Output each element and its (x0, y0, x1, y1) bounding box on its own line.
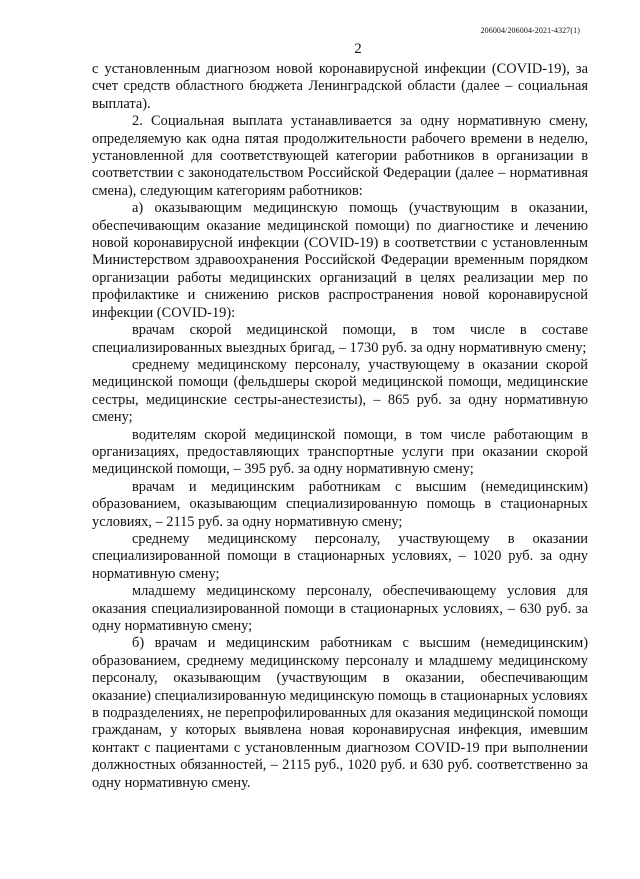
paragraph-ambulance-doctors: врачам скорой медицинской помощи, в том числе в составе специализированных выездных бригад, – 1730 руб. за одну нормативную смену; (92, 322, 588, 356)
paragraph-inpatient-nurses: среднему медицинскому персоналу, участвующему в оказании специализированной помощи в стационарных условиях, – 1020 руб. за одну нормативную смену; (92, 530, 588, 582)
paragraph-inpatient-doctors: врачам и медицинским работникам с высшим (немедицинским) образованием, оказывающим специализированную помощь в стационарных условиях, – 2115 руб. за одну нормативную смену; (92, 478, 588, 530)
paragraph-ambulance-drivers: водителям скорой медицинской помощи, в том числе работающим в организациях, предоставляющих транспортные услуги при оказании скорой медицинской помощи, – 395 руб. за одну нормативную смену; (92, 426, 588, 478)
paragraph-clause-2: 2. Социальная выплата устанавливается за одну нормативную смену, определяемую как одна пятая продолжительности рабочего времени в неделю, установленной для соответствующей категории работников в организации в соответствии с законодательством Российской Федерации (далее – нормативная смена), следующим категориям работников: (92, 113, 588, 199)
document-body (92, 61, 588, 792)
page-number: 2 (354, 41, 362, 57)
paragraph-intro-continuation: с установленным диагнозом новой коронавирусной инфекции (COVID-19), за счет средств областного бюджета Ленинградской области (далее – социальная выплата). (92, 61, 588, 112)
paragraph-subclause-b: б) врачам и медицинским работникам с высшим (немедицинским) образованием, среднему медицинскому персоналу и младшему медицинскому персоналу, оказывающим (участвующим в оказании, обеспечивающим оказание) специализированную медицинскую помощь в стационарных условиях в подразделениях, не перепрофилированных для оказания медицинской помощи гражданам, у которых выявлена новая коронавирусная инфекция, имевшим контакт с пациентами с установленным диагнозом COVID-19 при выполнении должностных обязанностей, – 2115 руб., 1020 руб. и 630 руб. соответственно за одну нормативную смену. (92, 635, 588, 791)
paragraph-inpatient-junior-staff: младшему медицинскому персоналу, обеспечивающему условия для оказания специализированной помощи в стационарных условиях, – 630 руб. за одну нормативную смену; (92, 583, 588, 634)
paragraph-subclause-a: а) оказывающим медицинскую помощь (участвующим в оказании, обеспечивающим оказание медицинской помощи) по диагностике и лечению новой коронавирусной инфекции (COVID-19) в соответствии с установленным Министерством здравоохранения Российской Федерации временным порядком организации работы медицинских организаций в целях реализации мер по профилактике и снижению рисков распространения новой коронавирусной инфекции (COVID-19): (92, 200, 588, 321)
paragraph-ambulance-nurses: среднему медицинскому персоналу, участвующему в оказании скорой медицинской помощи (фельдшеры скорой медицинской помощи, медицинские сестры, медицинские сестры-анестезисты), – 865 руб. за одну нормативную смену; (92, 356, 588, 426)
document-id: 206004/206004-2021-4327(1) (480, 26, 580, 35)
